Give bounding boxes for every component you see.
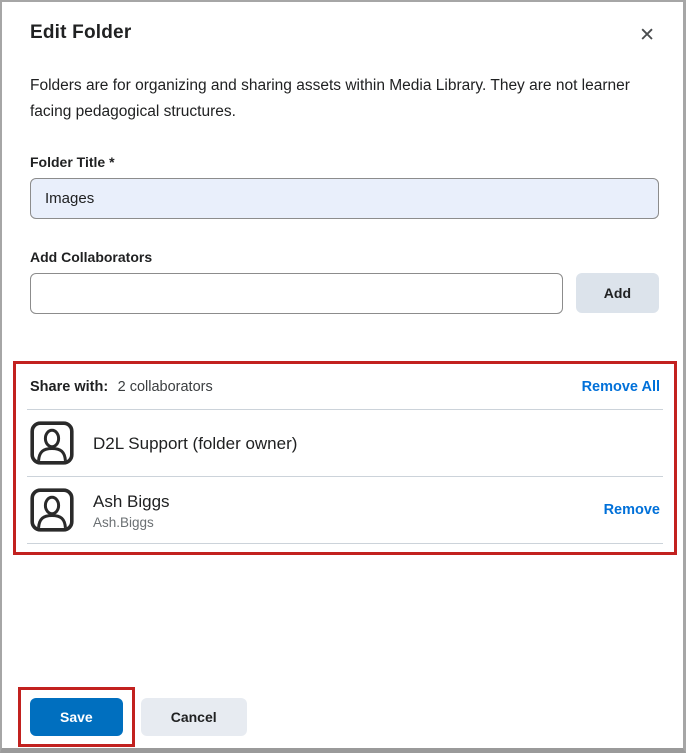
collaborator-info xyxy=(93,491,604,530)
folder-title-input[interactable] xyxy=(30,178,659,219)
person-avatar-icon xyxy=(30,421,74,465)
share-section-annotation-box xyxy=(13,361,677,555)
share-with-label: Share with: xyxy=(30,379,109,396)
dialog-content xyxy=(2,22,683,314)
dialog-header xyxy=(30,22,659,47)
collaborator-info xyxy=(93,433,660,454)
person-avatar-icon xyxy=(30,488,74,532)
save-button[interactable]: Save xyxy=(30,698,123,736)
collaborator-row xyxy=(16,410,674,476)
collaborator-username: Ash.Biggs xyxy=(93,514,154,530)
add-collaborators-input[interactable] xyxy=(30,273,563,314)
share-with-text xyxy=(30,378,213,396)
remove-all-link[interactable]: Remove All xyxy=(581,379,660,396)
save-button-annotation-box xyxy=(18,687,135,747)
share-bottom-padding xyxy=(16,544,674,552)
cancel-button[interactable]: Cancel xyxy=(141,698,247,736)
folder-title-label: Folder Title * xyxy=(30,154,115,171)
close-button[interactable] xyxy=(635,24,659,47)
add-collaborators-row xyxy=(30,273,659,314)
close-icon: ✕ xyxy=(639,25,655,46)
dialog-title: Edit Folder xyxy=(30,22,132,43)
collaborator-name: D2L Support (folder owner) xyxy=(93,433,298,453)
dialog-description: Folders are for organizing and sharing assets within Media Library. They are not learner facing pedagogical structures. xyxy=(30,77,630,120)
remove-link[interactable]: Remove xyxy=(603,502,660,519)
collaborator-name: Ash Biggs xyxy=(93,491,170,511)
add-button[interactable]: Add xyxy=(576,273,659,313)
share-header xyxy=(16,364,674,409)
add-collaborators-label: Add Collaborators xyxy=(30,249,153,266)
collaborator-row xyxy=(16,477,674,543)
dialog-footer xyxy=(18,687,247,747)
collaborator-count: 2 collaborators xyxy=(117,379,213,396)
